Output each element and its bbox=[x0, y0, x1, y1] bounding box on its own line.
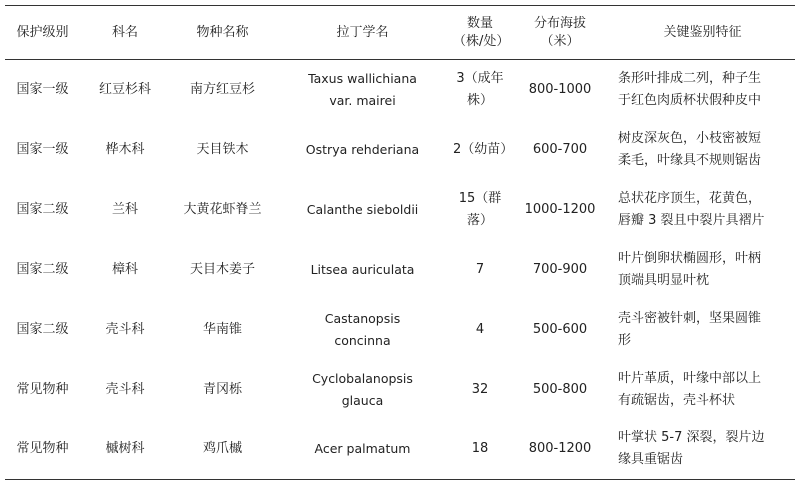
cell-family bbox=[80, 300, 170, 360]
cell-family bbox=[80, 360, 170, 420]
cell-family bbox=[80, 60, 170, 120]
cell-species bbox=[170, 240, 275, 300]
cell-altitude bbox=[510, 240, 610, 300]
header-family: 科名 bbox=[80, 6, 170, 60]
cell-altitude bbox=[510, 420, 610, 480]
cell-feature bbox=[610, 60, 795, 120]
cell-latin bbox=[275, 240, 450, 300]
cell-count bbox=[450, 120, 514, 180]
latin-line1: Calanthe sieboldii bbox=[306, 201, 419, 217]
cell-family bbox=[80, 120, 170, 180]
cell-text: 樟科 bbox=[111, 261, 138, 277]
cell-altitude bbox=[510, 180, 610, 240]
header-altitude bbox=[510, 6, 610, 60]
feature-line1: 总状花序顶生，花黄色， bbox=[618, 190, 762, 206]
cell-latin bbox=[275, 420, 450, 480]
cell-text: 国家一级 bbox=[16, 141, 69, 157]
cell-text: 800-1200 bbox=[528, 441, 592, 457]
count-line1: 4 bbox=[475, 321, 485, 337]
cell-feature bbox=[610, 120, 795, 180]
cell-text: 600-700 bbox=[532, 141, 588, 157]
cell-species bbox=[170, 360, 275, 420]
cell-text: 青冈栎 bbox=[202, 381, 242, 397]
latin-line2: glauca bbox=[341, 392, 384, 408]
cell-count bbox=[450, 300, 510, 360]
table-header-row bbox=[5, 6, 795, 60]
feature-line2: 有疏锯齿，壳斗杯状 bbox=[618, 392, 736, 408]
cell-species bbox=[170, 420, 275, 480]
cell-family bbox=[80, 420, 170, 480]
header-altitude-line2: （米） bbox=[540, 33, 580, 49]
cell-text: 700-900 bbox=[532, 261, 588, 277]
cell-count bbox=[450, 60, 510, 120]
cell-altitude bbox=[510, 120, 610, 180]
cell-text: 桦木科 bbox=[105, 141, 145, 157]
feature-line1: 壳斗密被针刺，坚果圆锥 bbox=[618, 310, 762, 326]
cell-text: 红豆杉科 bbox=[98, 81, 151, 97]
cell-text: 兰科 bbox=[111, 201, 138, 217]
cell-text: 槭树科 bbox=[105, 441, 145, 457]
cell-latin bbox=[275, 300, 450, 360]
cell-text: 华南锥 bbox=[202, 321, 242, 337]
feature-line1: 条形叶排成二列，种子生 bbox=[618, 70, 762, 86]
count-line1: 3（成年 bbox=[456, 70, 504, 86]
cell-latin bbox=[275, 120, 450, 180]
header-latin: 拉丁学名 bbox=[275, 6, 450, 60]
feature-line2: 柔毛，叶缘具不规则锯齿 bbox=[618, 152, 762, 168]
cell-text: 国家二级 bbox=[16, 261, 69, 277]
header-count-line2: （株/处） bbox=[453, 33, 510, 49]
cell-text: 500-600 bbox=[532, 321, 588, 337]
cell-text: 国家一级 bbox=[16, 81, 69, 97]
cell-level bbox=[5, 120, 80, 180]
cell-feature bbox=[610, 420, 795, 480]
latin-line1: Taxus wallichiana bbox=[308, 70, 417, 86]
feature-line1: 叶掌状 5-7 深裂，裂片边 bbox=[618, 430, 765, 446]
latin-line1: Litsea auriculata bbox=[310, 261, 415, 277]
cell-species bbox=[170, 300, 275, 360]
cell-feature bbox=[610, 360, 795, 420]
cell-text: 南方红豆杉 bbox=[189, 81, 255, 97]
header-altitude-line1: 分布海拔 bbox=[533, 15, 586, 31]
feature-line2: 唇瓣 3 裂且中裂片具褶片 bbox=[618, 212, 765, 228]
cell-level bbox=[5, 60, 80, 120]
cell-count bbox=[450, 180, 510, 240]
latin-line2: var. mairei bbox=[329, 92, 396, 108]
count-line2: 株） bbox=[466, 92, 493, 108]
count-line2: 落） bbox=[466, 212, 493, 228]
latin-line2: concinna bbox=[334, 332, 391, 348]
table-row bbox=[5, 60, 795, 120]
cell-level bbox=[5, 360, 80, 420]
header-feature: 关键鉴别特征 bbox=[610, 6, 795, 60]
protected-species-table bbox=[5, 5, 795, 480]
table-row bbox=[5, 360, 795, 420]
cell-latin bbox=[275, 180, 450, 240]
count-line1: 18 bbox=[471, 441, 489, 457]
cell-level bbox=[5, 180, 80, 240]
cell-level bbox=[5, 240, 80, 300]
cell-text: 壳斗科 bbox=[105, 321, 145, 337]
cell-text: 天目铁木 bbox=[196, 141, 249, 157]
cell-species bbox=[170, 120, 275, 180]
cell-count bbox=[450, 420, 510, 480]
cell-altitude bbox=[510, 360, 610, 420]
cell-feature bbox=[610, 300, 795, 360]
feature-line1: 叶片倒卵状椭圆形，叶柄 bbox=[618, 250, 762, 266]
cell-text: 国家二级 bbox=[16, 201, 69, 217]
table-row bbox=[5, 120, 795, 180]
latin-line1: Castanopsis bbox=[324, 310, 401, 326]
feature-line2: 形 bbox=[618, 332, 632, 348]
cell-text: 常见物种 bbox=[16, 381, 69, 397]
table-row bbox=[5, 240, 795, 300]
cell-latin bbox=[275, 360, 450, 420]
cell-count bbox=[450, 240, 510, 300]
cell-altitude bbox=[510, 300, 610, 360]
cell-family bbox=[80, 240, 170, 300]
cell-latin bbox=[275, 60, 450, 120]
latin-line1: Acer palmatum bbox=[314, 441, 411, 457]
header-count bbox=[450, 6, 510, 60]
cell-text: 大黄花虾脊兰 bbox=[183, 201, 262, 217]
feature-line2: 缘具重锯齿 bbox=[618, 452, 684, 468]
feature-line2: 于红色肉质杯状假种皮中 bbox=[618, 92, 762, 108]
cell-count bbox=[450, 360, 510, 420]
cell-feature bbox=[610, 240, 795, 300]
cell-text: 常见物种 bbox=[16, 441, 69, 457]
table-row bbox=[5, 180, 795, 240]
latin-line1: Cyclobalanopsis bbox=[312, 370, 413, 386]
count-line1: 2（幼苗） bbox=[453, 141, 514, 157]
table-row bbox=[5, 420, 795, 480]
cell-level bbox=[5, 420, 80, 480]
count-line1: 32 bbox=[471, 381, 489, 397]
cell-text: 800-1000 bbox=[528, 81, 592, 97]
cell-text: 天目木姜子 bbox=[189, 261, 255, 277]
header-species: 物种名称 bbox=[170, 6, 275, 60]
cell-family bbox=[80, 180, 170, 240]
cell-altitude bbox=[510, 60, 610, 120]
cell-text: 壳斗科 bbox=[105, 381, 145, 397]
cell-level bbox=[5, 300, 80, 360]
feature-line1: 叶片革质，叶缘中部以上 bbox=[618, 370, 762, 386]
header-level: 保护级别 bbox=[5, 6, 80, 60]
feature-line2: 顶端具明显叶枕 bbox=[618, 272, 710, 288]
cell-species bbox=[170, 180, 275, 240]
table-row bbox=[5, 300, 795, 360]
count-line1: 7 bbox=[475, 261, 485, 277]
count-line1: 15（群 bbox=[458, 190, 502, 206]
feature-line1: 树皮深灰色，小枝密被短 bbox=[618, 130, 762, 146]
header-count-line1: 数量 bbox=[466, 15, 493, 31]
cell-feature bbox=[610, 180, 795, 240]
cell-text: 鸡爪槭 bbox=[202, 441, 242, 457]
table-body bbox=[5, 60, 795, 480]
cell-species bbox=[170, 60, 275, 120]
latin-line1: Ostrya rehderiana bbox=[305, 141, 420, 157]
cell-text: 国家二级 bbox=[16, 321, 69, 337]
cell-text: 500-800 bbox=[532, 381, 588, 397]
cell-text: 1000-1200 bbox=[524, 201, 596, 217]
